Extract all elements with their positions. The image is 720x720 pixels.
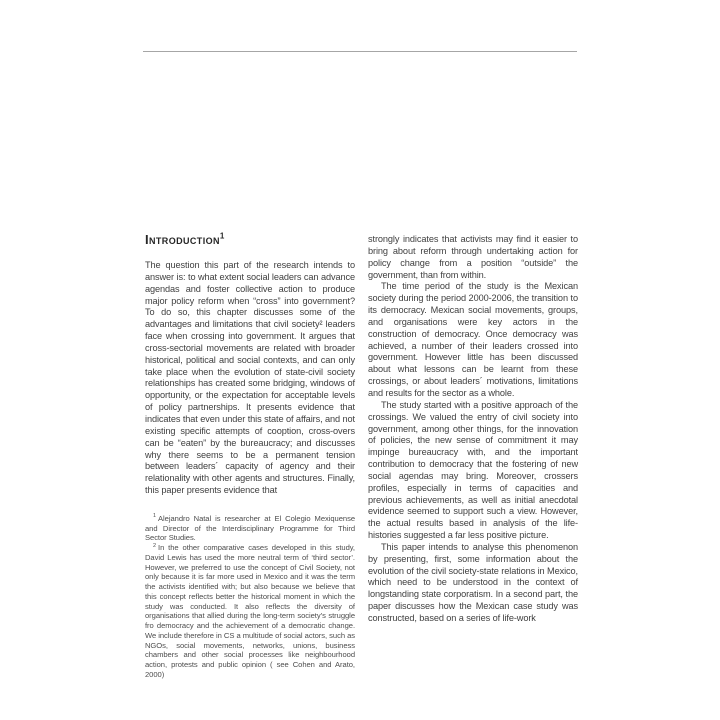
heading-footnote-ref: 1	[219, 231, 225, 241]
left-column	[145, 229, 355, 680]
right-paragraph-1: strongly indicates that activists may find it easier to bring about reform through undertaking action for policy change from a position “outside” the government, than from within.	[368, 234, 578, 280]
right-column	[368, 229, 578, 680]
footnote-2-number: 2	[153, 542, 157, 549]
right-paragraph-2: The time period of the study is the Mexican society during the period 2000-2006, the transition to its democracy. Mexican social movements, groups, and organisations were key actors in the construction of democracy. Once democracy was achieved, a number of their leaders crossed into government. However little has been discussed about what lessons can be learnt from these crossings, or about leaders´ motivations, limitations and results for the sector as a whole.	[368, 281, 578, 398]
right-paragraph-4: This paper intends to analyse this phenomenon by presenting, first, some information about the evolution of the civil society-state relations in Mexico, which need to be understood in the context of longstanding state corporatism. In a second part, the paper discusses how the Mexican case study was constructed, based on a series of life-work	[368, 541, 578, 623]
section-heading	[145, 232, 355, 248]
right-paragraph-3: The study started with a positive approach of the crossings. We valued the entry of civil society into government, among other things, for the innovation of policies, the new sense of commitment it may impinge bureaucracy with, and the important contribution to democracy that the fostering of new social agendas may bring. Moreover, crossers profiles, especially in terms of capacities and previous achievements, as well as initial anecdotal evidence seemed to support such a view. However, the actual results based in analysis of the life-histories suggested a far less positive picture.	[368, 399, 578, 541]
footnote-1	[145, 514, 355, 543]
two-column-layout	[145, 229, 578, 680]
footnote-2-text: In the other comparative cases developed in this study, David Lewis has used the more neutral term of ‘third sector’. However, we preferred to use the concept of Civil Society, not only because it is far more used in Mexico and it was the term the activists identified with; but also because we believe that this concept reflects better the historical moment in which the study was conducted. It also reflects the diversity of organisations that allied during the long-term society’s struggle fro democracy and the achievement of a democratic change. We include therefore in CS a multitude of social actors, such as NGOs, social movements, networks, unions, business chambers and other social processes like neighbourhood action, protests and public opinion ( see Cohen and Arato, 2000)	[145, 543, 355, 679]
section-heading-text: Introduction	[145, 232, 220, 247]
footnote-1-text: Alejandro Natal is researcher at El Colegio Mexiquense and Director of the Interdisciplinary Programme for Third Sector Studies.	[145, 513, 355, 543]
footnotes-block	[145, 514, 355, 680]
intro-paragraph: The question this part of the research intends to answer is: to what extent social leaders can advance agendas and foster collective action to produce major policy reform when “cross” into government? To do so, this chapter discusses some of the advantages and limitations that civil society² leaders face when crossing into government. It argues that cross-sectorial movements are related with broader historical, political and social contexts, and can only take place when the evolution of state-civil society relationships has created some bridging, windows of opportunity, or the expectation for acceptable levels of policy partnerships. It presents evidence that indicates that even under this state of affairs, and not existing specific attempts of cooption, cross-overs can be “eaten” by the bureaucracy; and discusses why there seems to be a permanent tension between leaders´ capacity of agency and their relationality with other agents and structures. Finally, this paper presents evidence that	[145, 260, 355, 496]
header-rule	[143, 51, 577, 52]
footnote-1-number: 1	[153, 513, 157, 520]
footnote-2	[145, 543, 355, 680]
